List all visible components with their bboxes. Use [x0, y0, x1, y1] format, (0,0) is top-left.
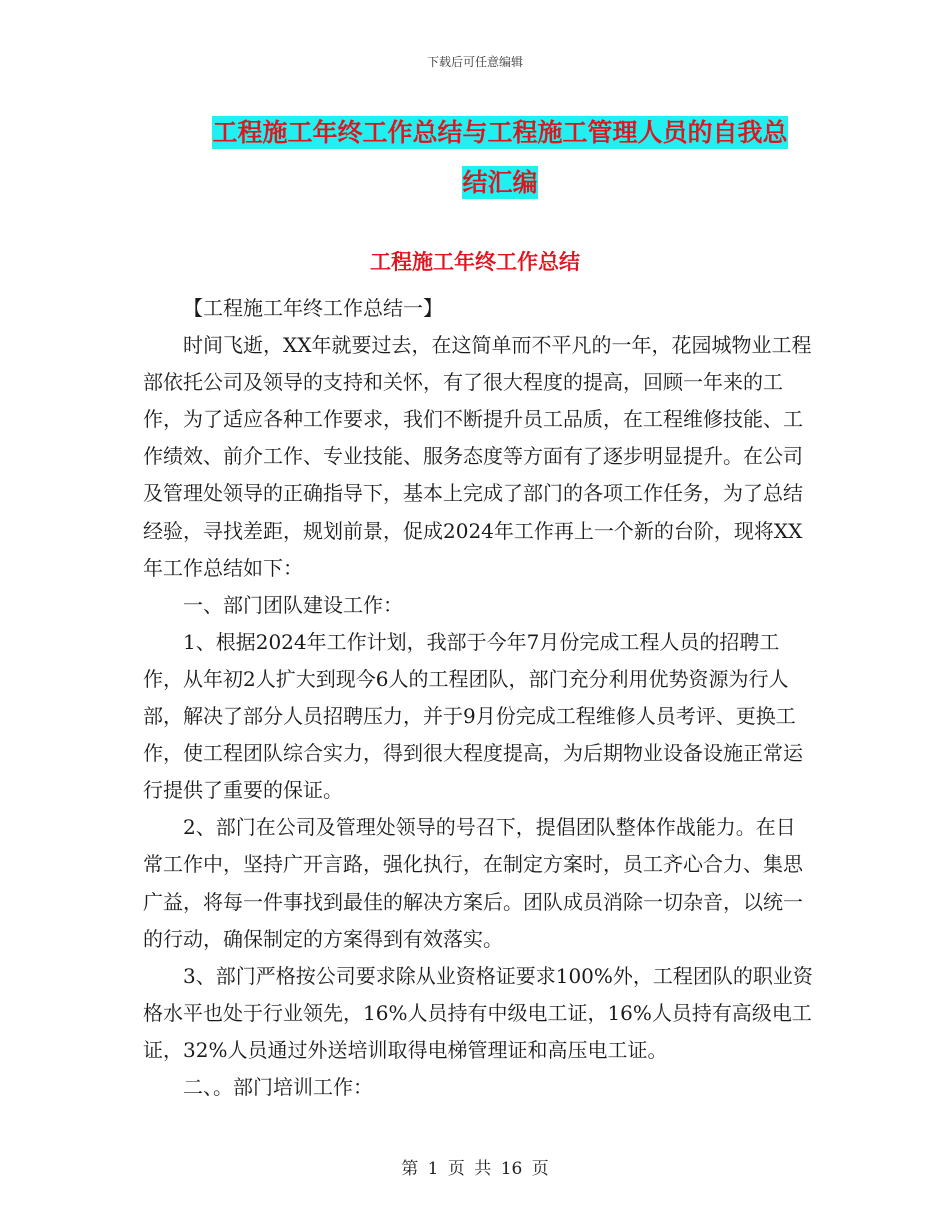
paragraph: 2、部门在公司及管理处领导的号召下，提倡团队整体作战能力。在日常工作中，坚持广开言路，强化执行，在制定方案时，员工齐心合力、集思广益，将每一件事找到最佳的解决方案后。团队成员消除一切杂音，以统一的行动，确保制定的方案得到有效落实。: [143, 815, 803, 951]
paragraph: 一、部门团队建设工作：: [183, 592, 403, 617]
paragraph: 时间飞逝，XX年就要过去，在这简单而不平凡的一年，花园城物业工程部依托公司及领导的支持和关怀，有了很大程度的提高，回顾一年来的工作，为了适应各种工作要求，我们不断提升员工品质，在工程维修技能、工作绩效、前介工作、专业技能、服务态度等方面有了逐步明显提升。在公司及管理处领导的正确指导下，基本上完成了部门的各项工作任务，为了总结经验，寻找差距，规划前景，促成2024年工作再上一个新的台阶，现将XX年工作总结如下：: [143, 333, 812, 580]
page-header: 下载后可任意编辑: [426, 55, 523, 69]
document-title: [140, 108, 860, 208]
document-body: [143, 290, 815, 1106]
paragraph: 1、根据2024年工作计划，我部于今年7月份完成工程人员的招聘工作，从年初2人扩大到现今6人的工程团队，部门充分利用优势资源为行人部，解决了部分人员招聘压力，并于9月份完成工程维修人员考评、更换工作，使工程团队综合实力，得到很大程度提高，为后期物业设备设施正常运行提供了重要的保证。: [143, 629, 803, 803]
paragraph: 二、。部门培训工作：: [183, 1074, 373, 1099]
section-title: 工程施工年终工作总结: [370, 249, 580, 274]
document-title-line-2: 结汇编: [462, 168, 538, 197]
paragraph: 3、部门严格按公司要求除从业资格证要求100%外，工程团队的职业资格水平也处于行业领先，16%人员持有中级电工证，16%人员持有高级电工证，32%人员通过外送培训取得电梯管理证和高压电工证。: [143, 963, 813, 1062]
document-title-line-1: 工程施工年终工作总结与工程施工管理人员的自我总: [212, 118, 788, 147]
page-footer: 第 1 页 共 16 页: [401, 1159, 549, 1179]
paragraph: 【工程施工年终工作总结一】: [183, 296, 443, 320]
